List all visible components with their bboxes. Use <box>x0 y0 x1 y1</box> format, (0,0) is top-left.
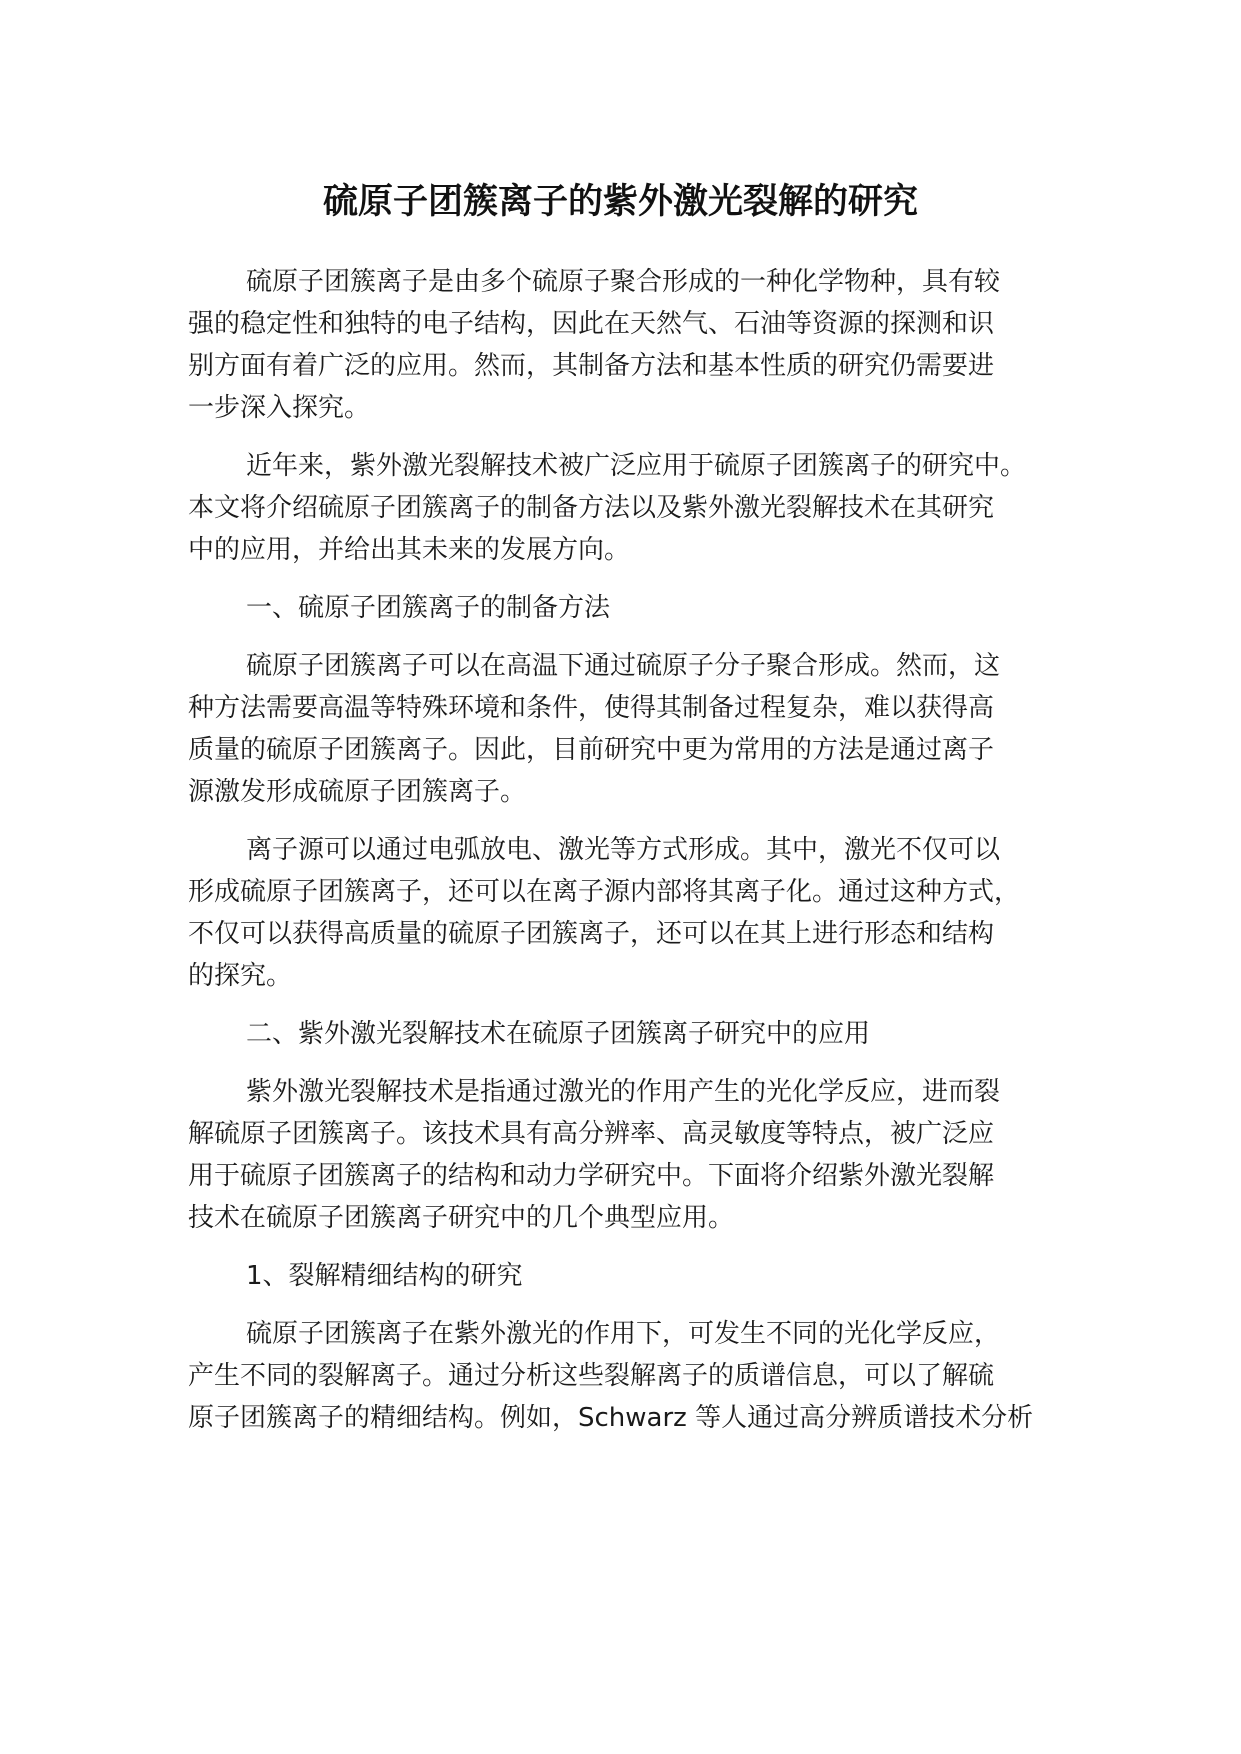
paragraph-1-line-3: 别方面有着广泛的应用。然而，其制备方法和基本性质的研究仍需要进 <box>188 351 995 381</box>
paragraph-6-line-1: 硫原子团簇离子在紫外激光的作用下，可发生不同的光化学反应， <box>246 1319 1001 1349</box>
paragraph-3-line-2: 种方法需要高温等特殊环境和条件，使得其制备过程复杂，难以获得高 <box>188 693 995 723</box>
paragraph-1-line-1: 硫原子团簇离子是由多个硫原子聚合形成的一种化学物种，具有较 <box>246 267 1001 297</box>
paragraph-4-line-1: 离子源可以通过电弧放电、激光等方式形成。其中，激光不仅可以 <box>246 835 1001 865</box>
paragraph-1-line-4: 一步深入探究。 <box>188 393 371 423</box>
section-heading-1: 一、硫原子团簇离子的制备方法 <box>246 593 611 623</box>
paragraph-4-line-2: 形成硫原子团簇离子，还可以在离子源内部将其离子化。通过这种方式， <box>188 877 1021 907</box>
paragraph-2-line-1: 近年来，紫外激光裂解技术被广泛应用于硫原子团簇离子的研究中。 <box>246 451 1027 481</box>
paragraph-6-line-2: 产生不同的裂解离子。通过分析这些裂解离子的质谱信息，可以了解硫 <box>188 1361 995 1391</box>
section-heading-2: 二、紫外激光裂解技术在硫原子团簇离子研究中的应用 <box>246 1019 871 1049</box>
paragraph-3-line-3: 质量的硫原子团簇离子。因此，目前研究中更为常用的方法是通过离子 <box>188 735 995 765</box>
subsection-heading-1: 1、裂解精细结构的研究 <box>246 1261 523 1291</box>
paragraph-2-line-3: 中的应用，并给出其未来的发展方向。 <box>188 535 631 565</box>
document-title: 硫原子团簇离子的紫外激光裂解的研究 <box>322 182 918 222</box>
paragraph-3-line-4: 源激发形成硫原子团簇离子。 <box>188 777 527 807</box>
paragraph-5-line-2: 解硫原子团簇离子。该技术具有高分辨率、高灵敏度等特点，被广泛应 <box>188 1119 995 1149</box>
paragraph-5-line-3: 用于硫原子团簇离子的结构和动力学研究中。下面将介绍紫外激光裂解 <box>188 1161 995 1191</box>
paragraph-5-line-1: 紫外激光裂解技术是指通过激光的作用产生的光化学反应，进而裂 <box>246 1077 1001 1107</box>
paragraph-5-line-4: 技术在硫原子团簇离子研究中的几个典型应用。 <box>188 1203 735 1233</box>
paragraph-2-line-2: 本文将介绍硫原子团簇离子的制备方法以及紫外激光裂解技术在其研究 <box>188 493 995 523</box>
paragraph-3-line-1: 硫原子团簇离子可以在高温下通过硫原子分子聚合形成。然而，这 <box>246 651 1001 681</box>
paragraph-4-line-3: 不仅可以获得高质量的硫原子团簇离子，还可以在其上进行形态和结构 <box>188 919 995 949</box>
paragraph-1-line-2: 强的稳定性和独特的电子结构，因此在天然气、石油等资源的探测和识 <box>188 309 995 339</box>
paragraph-4-line-4: 的探究。 <box>188 961 293 991</box>
paragraph-6-line-3: 原子团簇离子的精细结构。例如，Schwarz 等人通过高分辨质谱技术分析 <box>188 1403 1034 1433</box>
